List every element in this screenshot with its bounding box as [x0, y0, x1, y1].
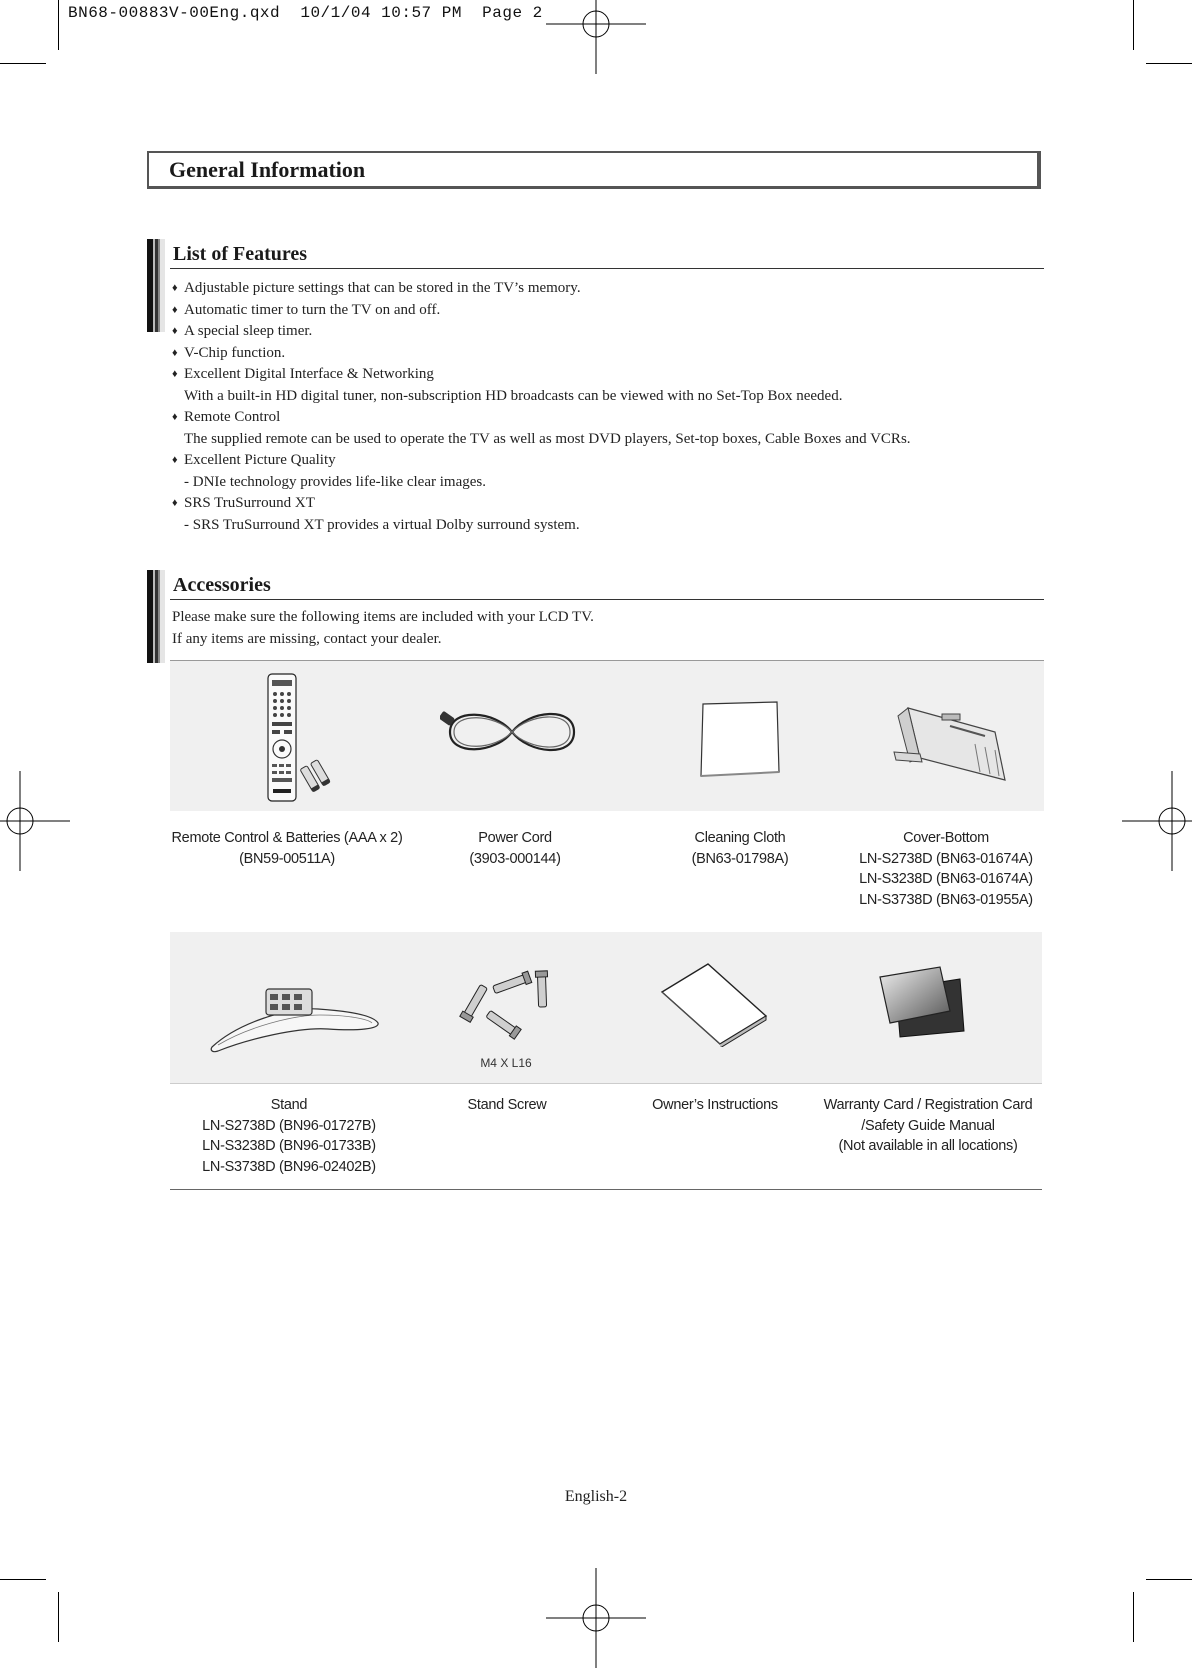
caption-line: Warranty Card / Registration Card: [823, 1097, 1033, 1113]
page-title: General Information: [169, 157, 366, 182]
screw-size-label: M4 X L16: [480, 1056, 532, 1070]
caption-line: /Safety Guide Manual: [861, 1117, 995, 1134]
print-slug-line: BN68-00883V-00Eng.qxd 10/1/04 10:57 PM Page 2: [68, 4, 543, 22]
caption-line: (3903-000144): [469, 850, 561, 867]
caption-line: Remote Control & Batteries (AAA x 2): [171, 830, 403, 846]
feature-item: [172, 278, 1072, 300]
feature-text: Automatic timer to turn the TV on and off.: [184, 301, 441, 318]
accessory-caption-remote-control: [162, 828, 412, 869]
caption-line: Cleaning Cloth: [694, 830, 786, 846]
accessory-caption-owners-instructions: [630, 1095, 800, 1116]
caption-line: LN-S3238D (BN96-01733B): [202, 1138, 376, 1154]
registration-mark-right: [1122, 771, 1192, 871]
feature-item: [172, 493, 1072, 536]
caption-line: Stand Screw: [467, 1097, 547, 1113]
accessories-intro: [172, 607, 594, 650]
feature-item: [172, 407, 1072, 450]
intro-line: If any items are missing, contact your dealer.: [172, 630, 442, 647]
feature-text: Excellent Picture Quality: [184, 452, 336, 468]
feature-item: [172, 300, 1072, 322]
remote-control-image: [262, 672, 342, 804]
feature-text: Adjustable picture settings that can be stored in the TV’s memory.: [184, 280, 581, 296]
crop-mark: [1146, 63, 1192, 64]
power-cord-image: [440, 700, 585, 765]
stand-image: [208, 983, 383, 1053]
diamond-bullet-icon: ♦: [172, 411, 178, 423]
section-side-bar: [147, 239, 165, 332]
diamond-bullet-icon: ♦: [172, 368, 178, 380]
feature-subtext: - SRS TruSurround XT provides a virtual Dolby surround system.: [184, 516, 580, 533]
features-rule: [170, 268, 1044, 269]
warranty-card-image: [878, 965, 968, 1040]
feature-text: Excellent Digital Interface & Networking: [184, 366, 434, 382]
stand-screws-image: [455, 962, 555, 1044]
caption-line: (Not available in all locations): [838, 1138, 1018, 1154]
feature-text: A special sleep timer.: [184, 323, 313, 339]
crop-mark: [58, 0, 59, 50]
divider: [170, 1083, 1042, 1084]
accessory-caption-power-cord: [435, 828, 595, 869]
caption-line: LN-S3238D (BN63-01674A): [859, 871, 1033, 887]
feature-subtext: - DNIe technology provides life-like clear images.: [184, 473, 486, 490]
caption-line: LN-S3738D (BN96-02402B): [202, 1158, 376, 1175]
feature-item: [172, 450, 1072, 493]
feature-item: [172, 321, 1072, 343]
accessory-caption-warranty-card: [808, 1095, 1048, 1157]
cover-bottom-image: [890, 702, 1015, 782]
diamond-bullet-icon: ♦: [172, 454, 178, 466]
accessory-caption-cover-bottom: [850, 828, 1042, 910]
feature-text: V-Chip function.: [184, 344, 286, 361]
caption-line: LN-S2738D (BN63-01674A): [859, 850, 1033, 867]
diamond-bullet-icon: ♦: [172, 282, 178, 294]
diamond-bullet-icon: ♦: [172, 497, 178, 509]
crop-mark: [58, 1592, 59, 1642]
caption-line: (BN59-00511A): [239, 850, 335, 867]
caption-line: LN-S3738D (BN63-01955A): [859, 891, 1033, 908]
feature-text: Remote Control: [184, 409, 281, 425]
registration-mark-left: [0, 771, 70, 871]
caption-line: (BN63-01798A): [691, 850, 789, 867]
cleaning-cloth-image: [695, 700, 785, 780]
diamond-bullet-icon: ♦: [172, 325, 178, 337]
crop-mark: [1133, 1592, 1134, 1642]
accessory-caption-stand-screw: [437, 1095, 577, 1116]
page-number: English-2: [564, 1488, 628, 1505]
diamond-bullet-icon: ♦: [172, 303, 178, 316]
diamond-bullet-icon: ♦: [172, 346, 178, 359]
feature-subtext: The supplied remote can be used to operate the TV as well as most DVD players, Set-top boxes, Cable Boxes and VCRs.: [184, 430, 911, 447]
caption-line: Power Cord: [478, 830, 552, 846]
registration-mark-bottom: [546, 1568, 646, 1668]
feature-text: SRS TruSurround XT: [184, 495, 315, 511]
caption-line: Cover-Bottom: [903, 830, 989, 846]
accessory-caption-stand: [180, 1095, 398, 1177]
owners-instructions-image: [660, 962, 770, 1047]
crop-mark: [1133, 0, 1134, 50]
crop-mark: [0, 63, 46, 64]
features-heading: List of Features: [173, 243, 308, 265]
feature-subtext: With a built-in HD digital tuner, non-subscription HD broadcasts can be viewed with no Set-Top Box needed.: [184, 387, 843, 404]
crop-mark: [1146, 1579, 1192, 1580]
registration-mark-top: [546, 0, 646, 74]
crop-mark: [0, 1579, 46, 1580]
accessory-caption-cleaning-cloth: [660, 828, 820, 869]
accessories-rule: [170, 599, 1044, 600]
caption-line: LN-S2738D (BN96-01727B): [202, 1117, 376, 1134]
feature-item: [172, 343, 1072, 365]
divider: [170, 1189, 1042, 1190]
caption-line: Stand: [270, 1097, 308, 1113]
feature-item: [172, 364, 1072, 407]
section-title-box: [147, 151, 1041, 189]
intro-line: Please make sure the following items are included with your LCD TV.: [172, 609, 594, 625]
caption-line: Owner’s Instructions: [652, 1097, 778, 1113]
features-list: [172, 278, 1072, 536]
accessories-heading: Accessories: [173, 574, 271, 596]
section-side-bar: [147, 570, 165, 663]
